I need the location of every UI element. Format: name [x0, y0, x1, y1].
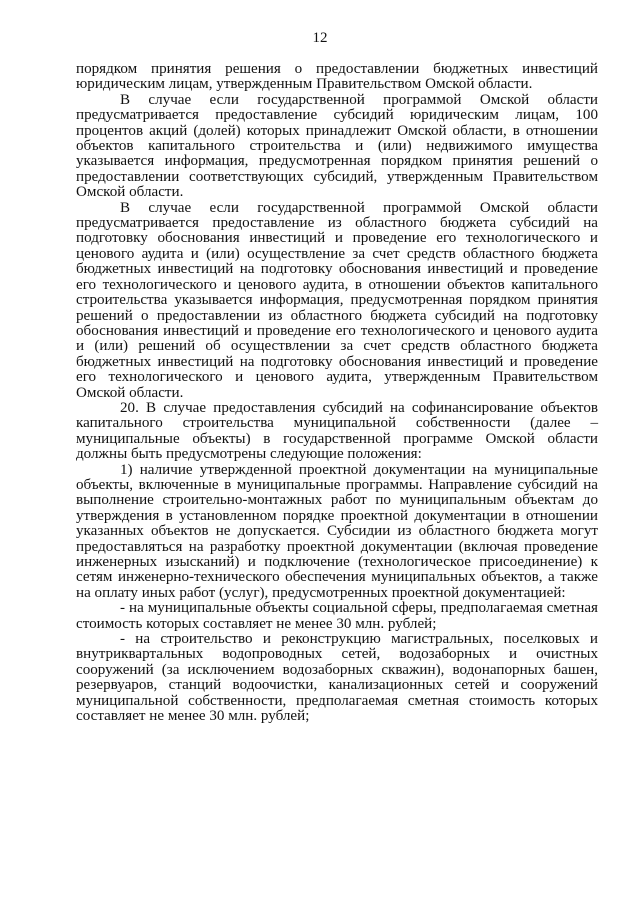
paragraph-continuation: порядком принятия решения о предоставлении бюджетных инвестиций юридическим лицам, утвержденным Правительством Омской области. — [76, 61, 598, 93]
page-number: 12 — [312, 30, 328, 46]
paragraph-investment-justification: В случае если государственной программой Омской области предусматривается предоставление из областного бюджета субсидий на подготовку обоснования инвестиций и проведение его технологического и ценового аудита и (или) осуществление за счет средств областного бюджета бюджетных инвестиций на подготовку обоснования инвестиций и проведение его технологического и ценового аудита, в отношении объектов капитального строительства указывается информация, предусмотренная порядком принятия решений о предоставлении из областного бюджета субсидий на подготовку обоснования инвестиций и проведение его технологического и ценового аудита и (или) решений об осуществлении за счет средств областного бюджета бюджетных инвестиций на подготовку обоснования инвестиций и проведение его технологического и ценового аудита, утвержденным Правительством Омской области. — [76, 199, 598, 401]
paragraph-clause-20: 20. В случае предоставления субсидий на софинансирование объектов капитального строительства муниципальной собственности (далее – муниципальные объекты) в государственной программе Омской области должны быть предусмотрены следующие положения: — [76, 399, 598, 463]
paragraph-bullet-social: - на муниципальные объекты социальной сферы, предполагаемая сметная стоимость которых составляет не менее 30 млн. рублей; — [76, 600, 598, 632]
paragraph-bullet-water: - на строительство и реконструкцию магистральных, поселковых и внутриквартальных водопроводных сетей, водозаборных и очистных сооружений (за исключением водозаборных скважин), водонапорных башен, резервуаров, станций водоочистки, канализационных сетей и сооружений муниципальной собственности, предполагаемая сметная стоимость которых составляет не менее 30 млн. рублей; — [76, 631, 598, 725]
paragraph-subsidies-legal-entities: В случае если государственной программой Омской области предусматривается предоставление субсидий юридическим лицам, 100 процентов акций (долей) которых принадлежит Омской области, в отношении объектов капитального строительства и (или) недвижимого имущества указывается информация, предусмотренная порядком принятия решений о предоставлении соответствующих субсидий, утвержденным Правительством Омской области. — [76, 91, 598, 201]
paragraph-item-1: 1) наличие утвержденной проектной документации на муниципальные объекты, включенные в муниципальные программы. Направление субсидий на выполнение строительно-монтажных работ по муниципальным объектам до утверждения в установленном порядке проектной документации в отношении указанных объектов не допускается. Субсидии из областного бюджета могут предоставляться на разработку проектной документации (включая проведение инженерных изысканий) и подключение (технологическое присоединение) к сетям инженерно-технического обеспечения муниципальных объектов, а также на оплату иных работ (услуг), предусмотренных проектной документацией: — [76, 461, 598, 601]
document-body — [76, 62, 598, 724]
